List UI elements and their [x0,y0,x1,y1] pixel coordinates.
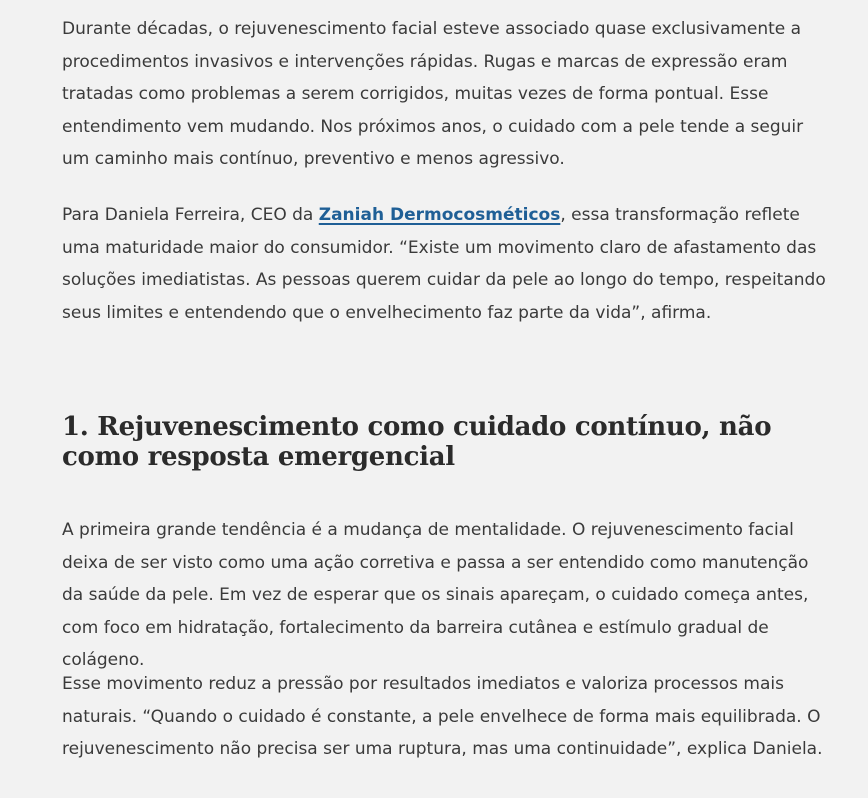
intro-paragraph: Durante décadas, o rejuvenescimento facial esteve associado quase exclusivamente a procedimentos invasivos e intervenções rápidas. Rugas e marcas de expressão eram tratadas como problemas a serem corrigidos, muitas vezes de forma pontual. Esse entendimento vem mudando. Nos próximos anos, o cuidado com a pele tende a seguir um caminho mais contínuo, preventivo e menos agressivo. [62,19,804,169]
closing-paragraph: Esse movimento reduz a pressão por resultados imediatos e valoriza processos mais naturais. “Quando o cuidado é constante, a pele envelhece de forma mais equilibrada. O rejuvenescimento não precisa ser uma ruptura, mas uma continuidade”, explica Daniela. [62,674,823,759]
quote-paragraph-rest: , essa transformação reflete uma maturidade maior do consumidor. “Existe um movimento claro de afastamento das soluções imediatistas. As pessoas querem cuidar da pele ao longo do tempo, respeitando seus limites e entendendo que o envelhecimento faz parte da vida”, afirma. [62,205,826,323]
section-heading: 1. Rejuvenescimento como cuidado contínuo, não como resposta emergencial [62,412,772,472]
zaniah-brand-link[interactable]: Zaniah Dermocosméticos [318,205,561,225]
trend-paragraph: A primeira grande tendência é a mudança de mentalidade. O rejuvenescimento facial deixa de ser visto como uma ação corretiva e passa a ser entendido como manutenção da saúde da pele. Em vez de esperar que os sinais apareçam, o cuidado começa antes, com foco em hidratação, fortalecimento da barreira cutânea e estímulo gradual de colágeno. [62,520,809,670]
quote-paragraph-lead: Para Daniela Ferreira, CEO da [62,205,319,225]
quote-paragraph [62,199,834,329]
